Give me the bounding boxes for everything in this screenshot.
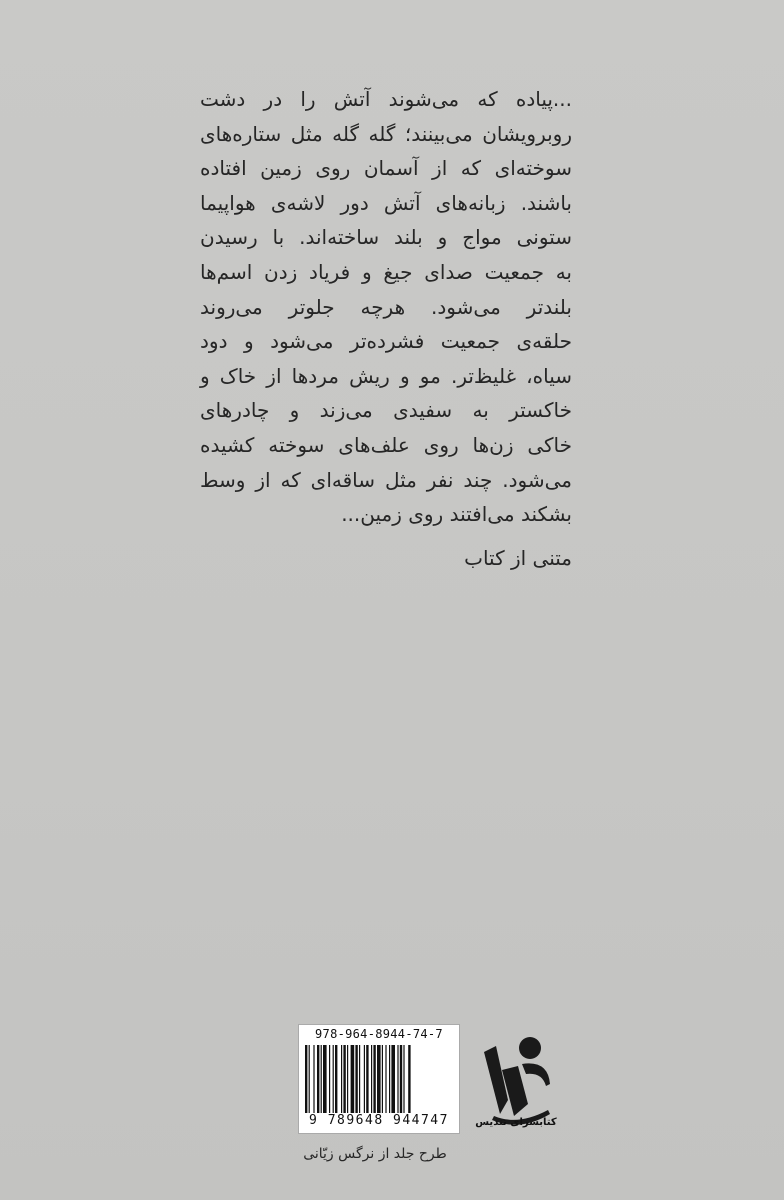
barcode-bar xyxy=(400,1045,402,1113)
excerpt-line-8: حلقه‌ی جمعیت فشرده‌تر می‌شود و دود xyxy=(200,329,572,354)
barcode-bar xyxy=(373,1045,375,1113)
barcode-bar xyxy=(371,1045,372,1113)
barcode-digits: 9 789648 944747 xyxy=(309,1113,449,1128)
isbn-number: 978-964-8944-74-7 xyxy=(315,1027,443,1041)
barcode-bar xyxy=(355,1045,357,1113)
barcode-bars xyxy=(305,1045,453,1113)
barcode-bar xyxy=(317,1045,319,1113)
barcode-bar xyxy=(305,1045,307,1113)
excerpt-line-2: روبرویشان می‌بینند؛ گله گله مثل ستاره‌های xyxy=(200,121,572,146)
barcode-bar xyxy=(366,1045,368,1113)
barcode-bar xyxy=(343,1045,345,1113)
barcode-bar xyxy=(321,1045,322,1113)
excerpt-line-5: ستونی مواج و بلند ساخته‌اند. با رسیدن xyxy=(200,225,572,250)
barcode-bar xyxy=(377,1045,381,1113)
barcode-bar xyxy=(403,1045,404,1113)
excerpt-line-4: باشند. زبانه‌های آتش دور لاشه‌ی هواپیما xyxy=(200,190,572,215)
barcode-bar xyxy=(333,1045,334,1113)
book-excerpt xyxy=(200,82,572,532)
cover-design-credit: طرح جلد از نرگس زیّانی xyxy=(303,1146,447,1162)
barcode-bar xyxy=(385,1045,386,1113)
barcode-bar xyxy=(364,1045,365,1113)
excerpt-line-11: خاکی زن‌ها روی علف‌های سوخته کشیده xyxy=(200,432,572,457)
excerpt-line-3: سوخته‌ای که از آسمان روی زمین افتاده xyxy=(200,156,572,181)
barcode-bar xyxy=(359,1045,360,1113)
barcode-bar xyxy=(351,1045,355,1113)
excerpt-line-9: سیاه، غلیظ‌تر. مو و ریش مردها از خاک و xyxy=(200,363,572,388)
barcode-bar xyxy=(382,1045,383,1113)
excerpt-line-12: می‌شود. چند نفر مثل ساقه‌ای که از وسط xyxy=(200,467,572,492)
barcode-bar xyxy=(391,1045,395,1113)
publisher-name: کتابسرای تندیس xyxy=(475,1117,557,1128)
excerpt-line-1: ...پیاده که می‌شوند آتش را در دشت xyxy=(200,87,572,111)
barcode-bar xyxy=(335,1045,337,1113)
barcode-bar xyxy=(408,1045,410,1113)
excerpt-line-6: به جمعیت صدای جیغ و فریاد زدن اسم‌ها xyxy=(200,259,572,284)
excerpt-line-10: خاکستر به سفیدی می‌زند و چادرهای xyxy=(200,398,572,423)
barcode-bar xyxy=(309,1045,310,1113)
publisher-logo-icon xyxy=(478,1030,558,1130)
barcode-bar xyxy=(347,1045,348,1113)
barcode-bar xyxy=(323,1045,327,1113)
barcode-bar xyxy=(341,1045,342,1113)
barcode-bar xyxy=(389,1045,390,1113)
excerpt-line-7: بلندتر می‌شود. هرچه جلوتر می‌روند xyxy=(200,294,572,319)
isbn-barcode xyxy=(298,1024,460,1134)
barcode-bar xyxy=(329,1045,330,1113)
excerpt-source: متنی از کتاب xyxy=(464,546,572,570)
barcode-bar xyxy=(397,1045,398,1113)
excerpt-line-13: بشکند می‌افتند روی زمین... xyxy=(341,502,572,527)
barcode-bar xyxy=(313,1045,314,1113)
